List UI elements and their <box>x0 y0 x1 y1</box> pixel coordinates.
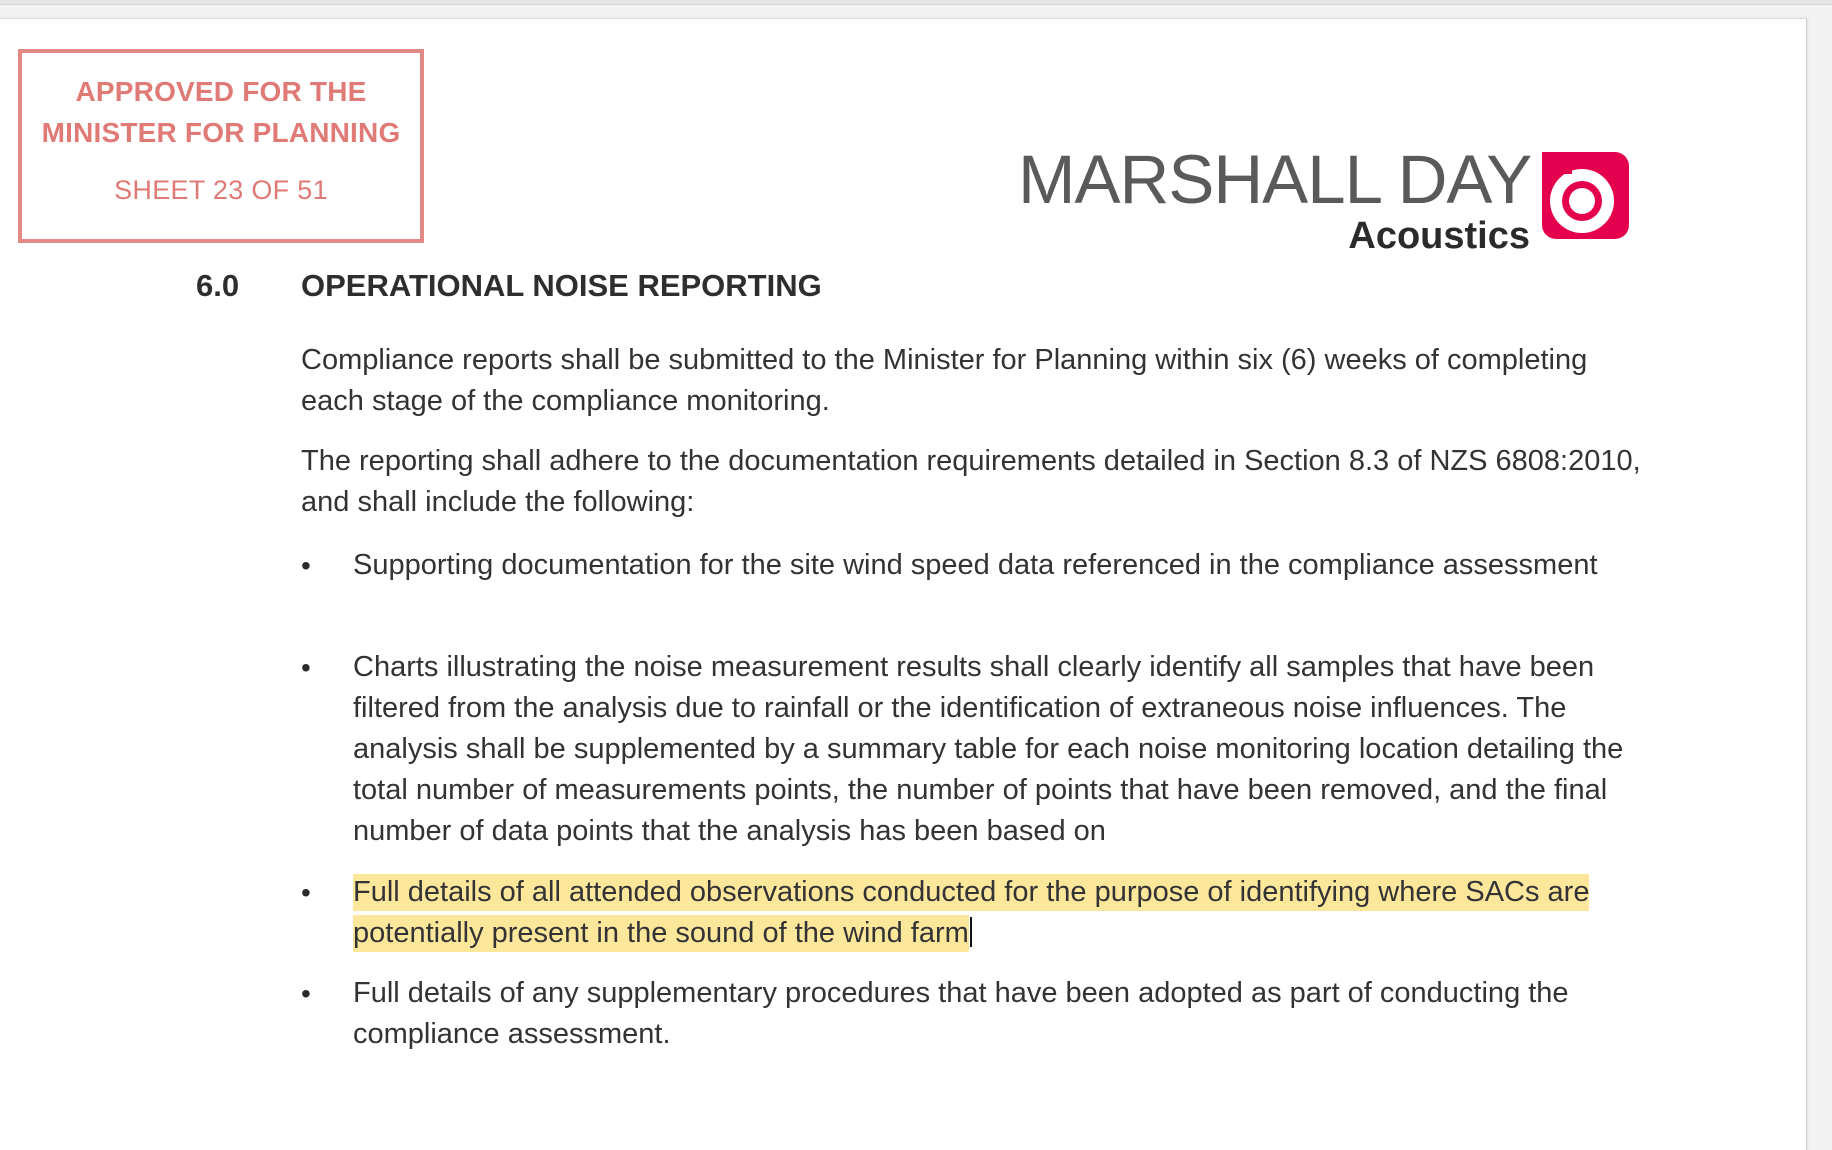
section-number: 6.0 <box>196 268 240 303</box>
stamp-sheet-number: SHEET 23 OF 51 <box>114 175 328 205</box>
paragraph[interactable]: Compliance reports shall be submitted to the Minister for Planning within six (6) weeks of completing each stage of the compliance monitoring. <box>301 344 1588 417</box>
list-item-text[interactable]: Full details of any supplementary procedures that have been adopted as part of conducting the compliance assessment. <box>353 977 1569 1050</box>
list-item-text[interactable]: Supporting documentation for the site wind speed data referenced in the compliance assessment <box>353 549 1598 581</box>
top-toolbar-edge <box>0 0 1832 5</box>
list-item-text[interactable] <box>353 872 1641 954</box>
bullet-icon: • <box>301 652 311 683</box>
list-item-text[interactable]: Charts illustrating the noise measurement results shall clearly identify all samples that have been filtered from the analysis due to rainfall or the identification of extraneous noise influences. The analysis shall be supplemented by a summary table for each noise monitoring location detailing the total number of measurements points, the number of points that have been removed, and the final number of data points that the analysis has been based on <box>353 651 1624 847</box>
logo-wordmark: MARSHALL DAY <box>1018 141 1532 218</box>
highlighted-text[interactable]: Full details of all attended observations conducted for the purpose of identifying where SACs are potentially present in the sound of the wind farm <box>353 874 1589 952</box>
logo-subtitle: Acoustics <box>1348 215 1530 257</box>
section-heading <box>196 266 1696 306</box>
paragraph[interactable]: The reporting shall adhere to the documentation requirements detailed in Section 8.3 of NZS 6808:2010, and shall include the following: <box>301 445 1641 518</box>
marshall-day-logo <box>1018 141 1638 257</box>
stamp-line-1: APPROVED FOR THE <box>75 76 367 107</box>
bullet-icon: • <box>301 877 311 908</box>
approval-stamp <box>18 49 424 243</box>
bullet-icon: • <box>301 550 311 581</box>
section-title: OPERATIONAL NOISE REPORTING <box>301 268 822 303</box>
text-cursor <box>970 917 972 947</box>
logo-mark-icon <box>1542 152 1629 239</box>
stamp-line-2: MINISTER FOR PLANNING <box>41 117 401 148</box>
bullet-icon: • <box>301 978 311 1009</box>
